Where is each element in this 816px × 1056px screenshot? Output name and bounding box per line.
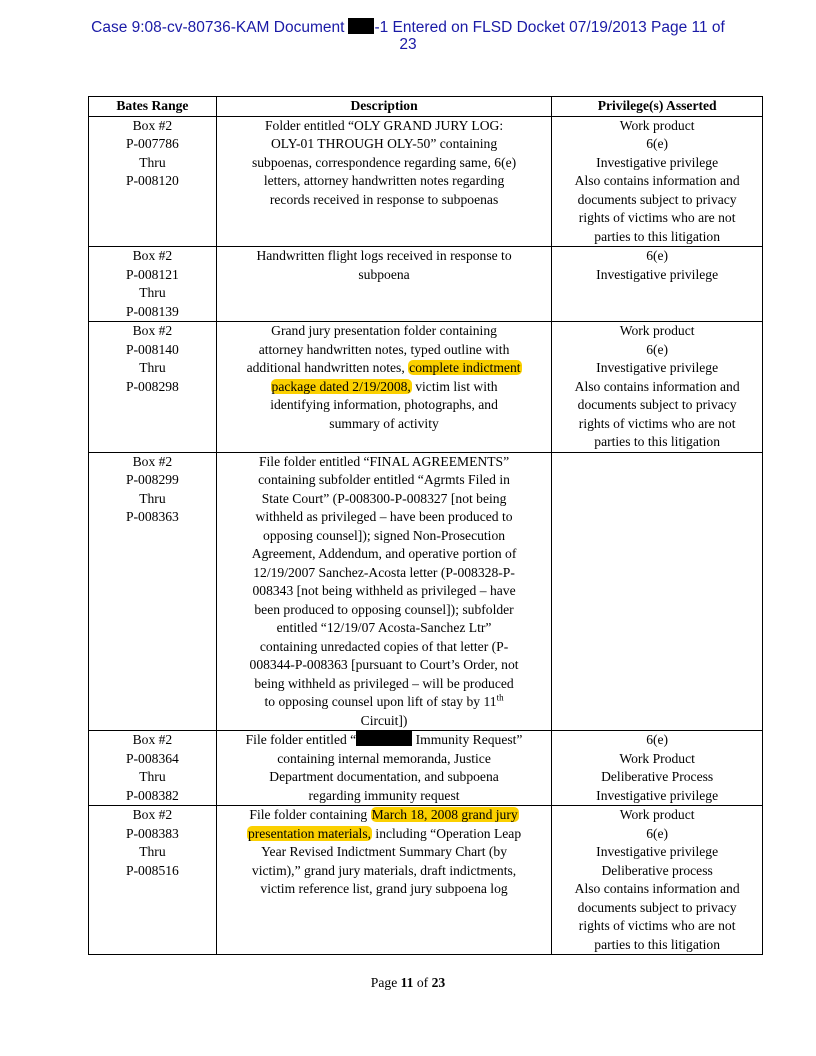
description-line — [220, 359, 548, 378]
description-line — [220, 378, 548, 397]
bates-line: Thru — [139, 360, 166, 375]
table-row — [89, 452, 763, 731]
description-line: victim reference list, grand jury subpoena log — [260, 881, 508, 896]
privilege-line: 6(e) — [646, 248, 669, 263]
column-header-privilege: Privilege(s) Asserted — [552, 97, 763, 117]
description-line: regarding immunity request — [308, 787, 460, 803]
highlighted-text: package dated 2/19/2008, — [271, 378, 411, 394]
privilege-line: Investigative privilege — [596, 266, 719, 282]
privilege-line: Work product — [619, 807, 695, 822]
privilege-log-table — [88, 96, 763, 955]
privilege-line: documents subject to privacy — [577, 899, 737, 915]
bates-line: P-008298 — [125, 378, 179, 394]
bates-line: P-008364 — [125, 750, 179, 766]
bates-line: Thru — [139, 769, 166, 784]
privilege-line: 6(e) — [646, 341, 669, 357]
description-line: Folder entitled “OLY GRAND JURY LOG: — [264, 117, 504, 133]
description-text: additional handwritten notes, — [246, 360, 409, 375]
description-line: 008343 [not being withheld as privileged – have — [252, 583, 516, 598]
description-text: File folder containing — [249, 807, 371, 822]
bates-cell — [89, 247, 217, 322]
privilege-line: Work product — [619, 323, 695, 338]
bates-line: P-008120 — [125, 173, 179, 188]
bates-line: Box #2 — [132, 732, 173, 747]
bates-line: Box #2 — [132, 807, 173, 822]
header-entry-text: -1 Entered on FLSD Docket 07/19/2013 Page 11 of — [374, 19, 725, 36]
privilege-line: documents subject to privacy — [577, 397, 737, 412]
bates-line: Box #2 — [132, 323, 173, 338]
bates-line: P-008140 — [125, 341, 179, 357]
description-cell — [216, 731, 551, 806]
privilege-line: documents subject to privacy — [577, 191, 737, 207]
description-line: Grand jury presentation folder containing — [271, 323, 497, 338]
privilege-line: Also contains information and — [574, 173, 740, 188]
description-line — [220, 825, 548, 844]
description-text: to opposing counsel upon lift of stay by 11 — [264, 694, 497, 709]
description-line: being withheld as privileged – will be produced — [254, 675, 514, 691]
column-header-bates: Bates Range — [89, 97, 217, 117]
privilege-line: parties to this litigation — [594, 228, 720, 244]
privilege-line: 6(e) — [646, 825, 669, 841]
description-line: subpoena — [358, 266, 410, 282]
privilege-line: Investigative privilege — [596, 154, 719, 170]
privilege-line: Deliberative Process — [601, 769, 714, 784]
description-text: including “Operation Leap — [372, 825, 522, 841]
privilege-line: Investigative privilege — [596, 844, 719, 859]
table-row — [89, 247, 763, 322]
privilege-line: rights of victims who are not — [578, 415, 736, 431]
page-footer — [0, 975, 816, 991]
privilege-cell — [552, 806, 763, 955]
privilege-line: parties to this litigation — [594, 434, 720, 449]
description-cell — [216, 247, 551, 322]
description-line: records received in response to subpoenas — [269, 191, 499, 207]
privilege-line: 6(e) — [646, 136, 669, 151]
footer-text: of — [413, 975, 432, 990]
description-line: File folder entitled “FINAL AGREEMENTS” — [258, 453, 510, 469]
description-cell — [216, 452, 551, 731]
description-line: identifying information, photographs, and — [270, 397, 498, 412]
description-line: containing internal memoranda, Justice — [277, 750, 491, 766]
privilege-line: Investigative privilege — [596, 360, 719, 375]
description-line: containing unredacted copies of that letter (P- — [259, 638, 509, 654]
description-line — [220, 806, 548, 825]
description-line: containing subfolder entitled “Agrmts Filed in — [258, 472, 510, 487]
bates-line: P-008363 — [125, 509, 179, 524]
bates-cell — [89, 322, 217, 453]
description-text: File folder entitled “ — [245, 732, 357, 747]
description-line: State Court” (P-008300-P-008327 [not being — [261, 490, 507, 506]
table-row — [89, 731, 763, 806]
privilege-line: rights of victims who are not — [578, 210, 736, 225]
description-line — [220, 731, 548, 750]
description-line: OLY-01 THROUGH OLY-50” containing — [270, 136, 498, 151]
description-line: Circuit]) — [360, 712, 408, 728]
description-line: summary of activity — [329, 415, 439, 431]
bates-cell — [89, 452, 217, 731]
description-cell — [216, 806, 551, 955]
bates-line: P-008139 — [125, 303, 179, 319]
privilege-cell — [552, 116, 763, 247]
bates-line: P-008382 — [125, 787, 179, 803]
privilege-line: Work product — [619, 117, 695, 133]
privilege-line: Also contains information and — [574, 378, 740, 394]
column-header-description: Description — [216, 97, 551, 117]
footer-page-total: 23 — [431, 975, 446, 990]
bates-line: Box #2 — [132, 117, 173, 133]
description-line: 12/19/2007 Sanchez-Acosta letter (P-008328-P- — [253, 564, 515, 580]
highlighted-text: presentation materials, — [247, 825, 372, 841]
privilege-cell — [552, 247, 763, 322]
bates-line: P-008121 — [125, 266, 179, 282]
privilege-line: Also contains information and — [574, 881, 740, 896]
description-line: 008344-P-008363 [pursuant to Court’s Order, not — [249, 657, 519, 672]
description-line: withheld as privileged – have been produced to — [255, 509, 513, 524]
privilege-line: Work Product — [619, 750, 695, 766]
bates-line: P-008516 — [125, 862, 179, 878]
privilege-line: parties to this litigation — [594, 936, 720, 952]
bates-cell — [89, 806, 217, 955]
table-row — [89, 116, 763, 247]
description-line: subpoenas, correspondence regarding same, 6(e) — [251, 154, 517, 170]
bates-cell — [89, 116, 217, 247]
privilege-line: Investigative privilege — [596, 787, 719, 803]
description-line: Agreement, Addendum, and operative portion of — [251, 546, 517, 561]
header-page-total: 23 — [399, 36, 417, 53]
description-line: Year Revised Indictment Summary Chart (by — [261, 844, 507, 859]
privilege-cell — [552, 322, 763, 453]
table-row — [89, 322, 763, 453]
privilege-line: rights of victims who are not — [578, 918, 736, 933]
header-case-text: Case 9:08-cv-80736-KAM Document — [91, 19, 345, 36]
description-line: Department documentation, and subpoena — [269, 769, 499, 784]
description-text: victim list with — [411, 378, 498, 394]
description-cell — [216, 322, 551, 453]
highlighted-text: March 18, 2008 grand jury — [371, 807, 518, 822]
footer-text: Page — [370, 975, 401, 990]
description-text: Immunity Request” — [412, 732, 523, 747]
description-line: Handwritten flight logs received in response to — [256, 248, 512, 263]
table-header-row — [89, 97, 763, 117]
description-line: been produced to opposing counsel]); subfolder — [254, 601, 514, 617]
bates-line: P-008383 — [125, 825, 179, 841]
bates-line: Box #2 — [132, 248, 173, 263]
privilege-line: 6(e) — [646, 732, 669, 747]
description-line: victim),” grand jury materials, draft indictments, — [251, 862, 517, 878]
privilege-cell — [552, 452, 763, 731]
bates-line: P-007786 — [125, 136, 179, 151]
docket-header — [0, 18, 816, 53]
redaction-box — [356, 731, 412, 746]
bates-line: Box #2 — [132, 453, 173, 469]
ordinal-suffix: th — [496, 692, 504, 703]
description-line: letters, attorney handwritten notes regarding — [263, 173, 505, 188]
privilege-line: Deliberative process — [601, 862, 713, 878]
highlighted-text: complete indictment — [409, 360, 521, 375]
description-cell — [216, 116, 551, 247]
bates-line: Thru — [139, 490, 166, 506]
redaction-box — [348, 18, 374, 34]
bates-line: Thru — [139, 154, 166, 170]
bates-line: P-008299 — [125, 472, 179, 487]
footer-page-number: 11 — [400, 975, 414, 990]
description-line: opposing counsel]); signed Non-Prosecution — [263, 527, 506, 543]
description-line: attorney handwritten notes, typed outline with — [258, 341, 510, 357]
table-row — [89, 806, 763, 955]
bates-cell — [89, 731, 217, 806]
bates-line: Thru — [139, 285, 166, 300]
description-line: entitled “12/19/07 Acosta-Sanchez Ltr” — [276, 620, 492, 635]
description-line — [220, 693, 548, 712]
bates-line: Thru — [139, 844, 166, 859]
privilege-cell — [552, 731, 763, 806]
